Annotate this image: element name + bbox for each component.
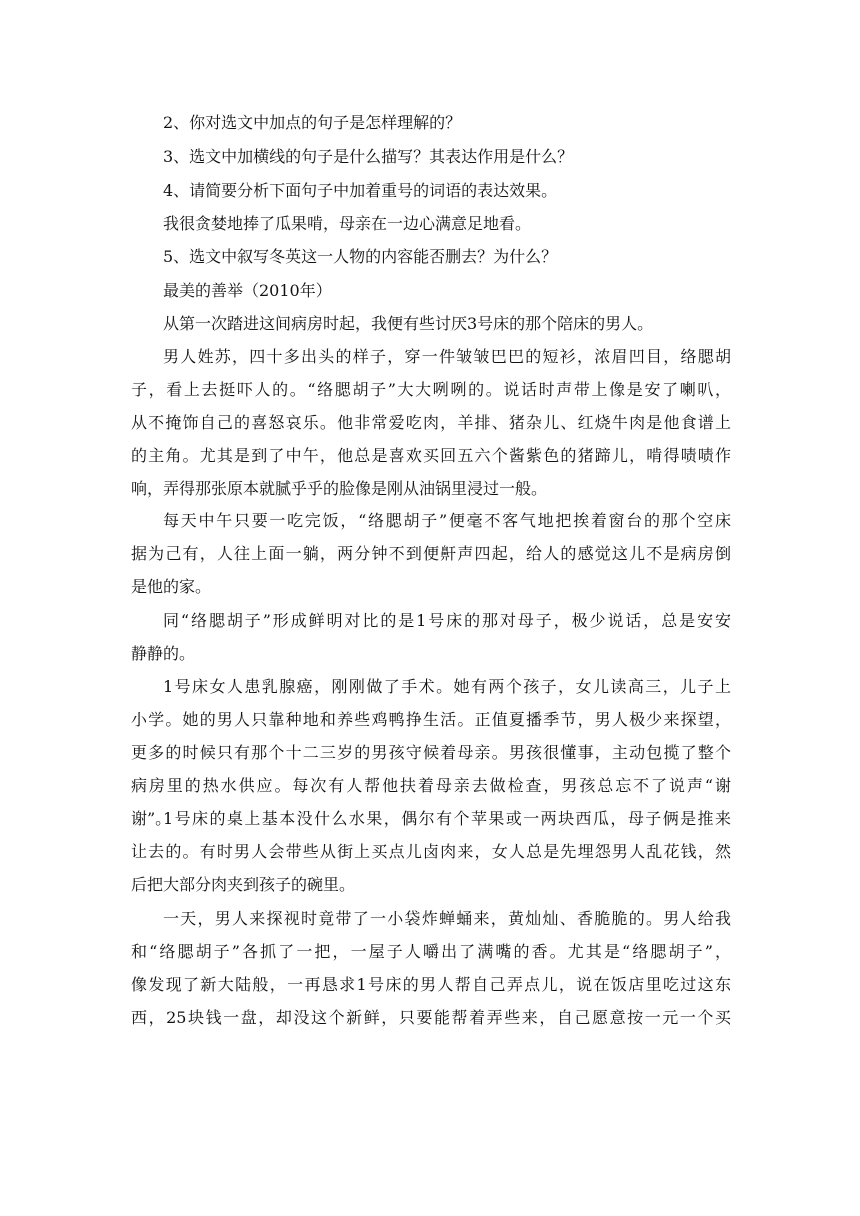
- paragraph: [131, 313, 731, 346]
- paragraph-line: 从不掩饰自己的喜怒哀乐。他非常爱吃肉，羊排、猪杂儿、红烧牛肉是他食谱上: [131, 413, 731, 432]
- paragraph-line: 和“络腮胡子”各抓了一把，一屋子人嚼出了满嘴的香。尤其是“络腮胡子”，: [131, 942, 731, 961]
- paragraph-line: 子，看上去挺吓人的。“络腮胡子”大大咧咧的。说话时声带上像是安了喇叭，: [131, 380, 731, 399]
- story-title: 最美的善举（2010年）: [163, 281, 332, 300]
- example-sentence: 我很贪婪地捧了瓜果啃，母亲在一边心满意足地看。: [163, 214, 532, 233]
- paragraph-line: 西，25块钱一盘，却没这个新鲜，只要能帮着弄些来，自己愿意按一元一个买: [131, 1008, 731, 1027]
- paragraph: [131, 510, 731, 609]
- paragraph-line: 一天，男人来探视时竟带了一小袋炸蝉蛹来，黄灿灿、香脆脆的。男人给我: [163, 909, 731, 928]
- paragraph-line: 小学。她的男人只靠种地和养些鸡鸭挣生活。正值夏播季节，男人极少来探望，: [131, 710, 731, 729]
- paragraph-line: 1号床女人患乳腺癌，刚刚做了手术。她有两个孩子，女儿读高三，儿子上: [163, 677, 731, 696]
- question-line: 5、选文中叙写冬英这一人物的内容能否删去？为什么？: [163, 247, 558, 266]
- paragraph-line: 据为己有，人往上面一躺，两分钟不到便鼾声四起，给人的感觉这儿不是病房倒: [131, 544, 731, 563]
- question-line: 2、你对选文中加点的句子是怎样理解的？: [163, 113, 462, 132]
- paragraph-line: 1号床的桌上基本没什么水果，偶尔有个苹果或一两块西瓜，母子俩是推来: [163, 809, 731, 828]
- paragraph-line: 病房里的热水供应。每次有人帮他扶着母亲去做检查，男孩总忘不了说声“谢: [131, 776, 731, 795]
- paragraph-line: 静静的。: [131, 644, 196, 663]
- paragraph: [131, 808, 731, 907]
- paragraph: [131, 346, 731, 511]
- paragraph-line: 每天中午只要一吃完饭，“络腮胡子”便毫不客气地把挨着窗台的那个空床: [163, 511, 731, 530]
- paragraph-line: 是他的家。: [131, 577, 212, 596]
- paragraph: [131, 908, 731, 1040]
- paragraph-line: 更多的时候只有那个十二三岁的男孩守候着母亲。男孩很懂事，主动包揽了整个: [131, 743, 731, 762]
- question-line: 3、选文中加横线的句子是什么描写？其表达作用是什么？: [163, 147, 574, 166]
- question-line: 4、请简要分析下面句子中加着重号的词语的表达效果。: [163, 181, 558, 200]
- paragraph-line: 同“络腮胡子”形成鲜明对比的是1号床的那对母子，极少说话，总是安安: [163, 611, 731, 630]
- paragraph-line: 让去的。有时男人会带些从街上买点儿卤肉来，女人总是先埋怨男人乱花钱，然: [131, 842, 731, 861]
- paragraph-line: 谢”。: [131, 809, 172, 828]
- paragraph-line: 从第一次踏进这间病房时起，我便有些讨厌3号床的那个陪床的男人。: [163, 314, 654, 333]
- paragraph-line: 像发现了新大陆般，一再恳求1号床的男人帮自己弄点儿，说在饭店里吃过这东: [131, 975, 731, 994]
- paragraph-line: 后把大部分肉夹到孩子的碗里。: [131, 875, 356, 894]
- paragraph-line: 男人姓苏，四十多出头的样子，穿一件皱皱巴巴的短衫，浓眉凹目，络腮胡: [163, 347, 731, 366]
- paragraph: [131, 610, 731, 676]
- paragraph-line: 的主角。尤其是到了中午，他总是喜欢买回五六个酱紫色的猪蹄儿，啃得啧啧作: [131, 446, 731, 465]
- paragraph-line: 响，弄得那张原本就腻乎乎的脸像是刚从油锅里浸过一般。: [131, 479, 548, 498]
